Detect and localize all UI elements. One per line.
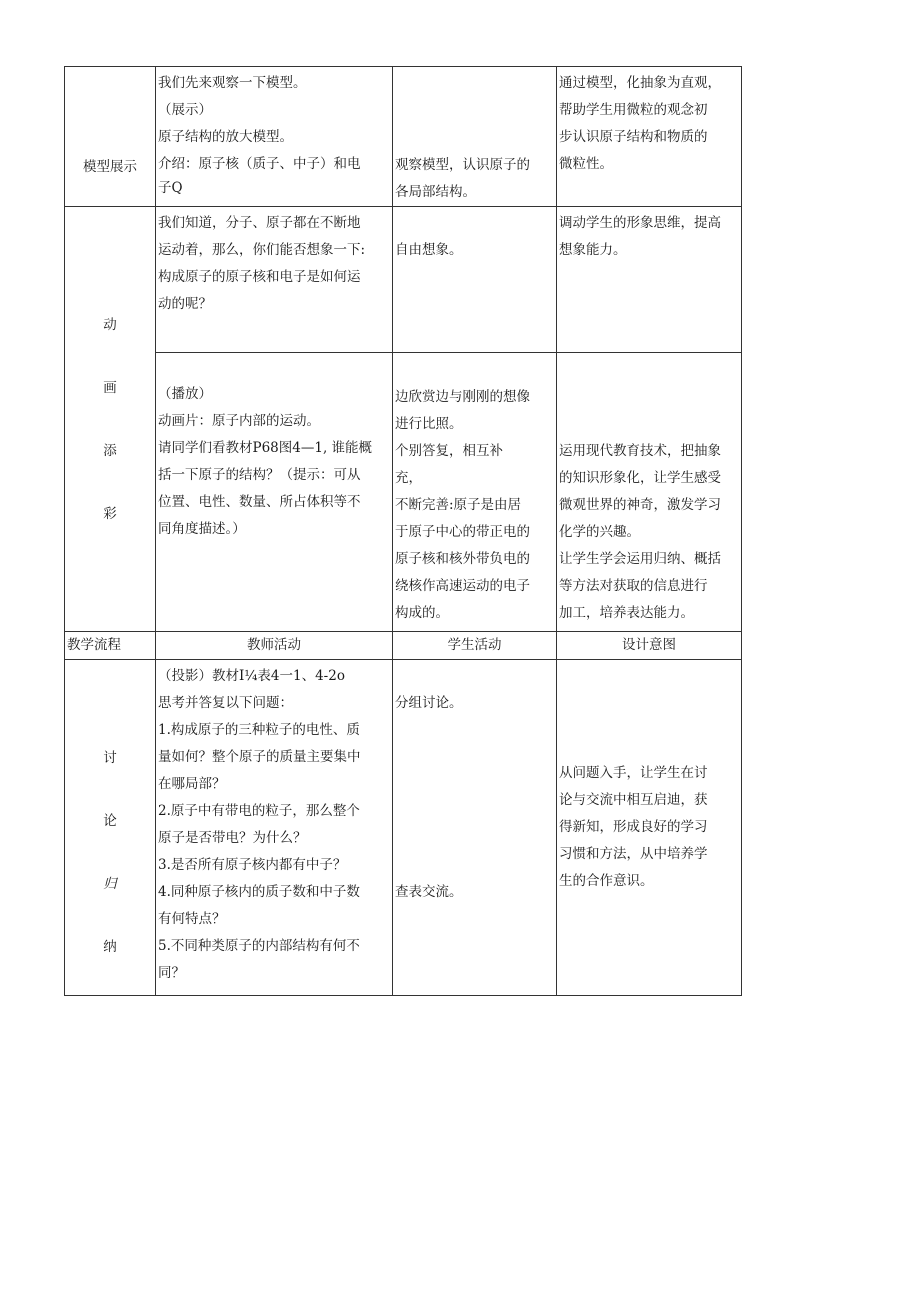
design-intent-cell [557,353,742,632]
header-design-intent: 设计意图 [557,632,742,660]
text-line: 习惯和方法，从中培养学 [559,846,708,862]
text-line: 同？ [158,965,185,981]
text-line: （播放） [158,386,212,402]
text-line: 括一下原子的结构？（提示：可从 [158,467,361,483]
text-line: （投影）教材I¼表4一1、4-2o [158,668,345,684]
stage-discussion [65,660,156,996]
design-intent-cell [557,660,742,996]
text-line: 4.同种原子核内的质子数和中子数 [158,884,360,900]
teacher-activity-cell [156,660,393,996]
teacher-activity-cell [156,353,393,632]
text-line: 原子核和核外带负电的 [395,551,530,567]
text-line: 得新知，形成良好的学习 [559,819,708,835]
text-line: 帮助学生用微粒的观念初 [559,102,708,118]
text-line: 自由想象。 [395,242,463,258]
text-line: 不断完善:原子是由居 [395,497,522,513]
teacher-activity-cell [156,67,393,207]
text-line: 充， [395,470,422,486]
text-line: 动画片：原子内部的运动。 [158,413,320,429]
stage-char: 彩 [103,505,117,522]
row-animation-play [65,353,742,632]
text-line: 观察模型，认识原子的 [395,157,530,173]
teacher-activity-cell [156,207,393,353]
row-model-display [65,67,742,207]
text-line: 于原子中心的带正电的 [395,524,530,540]
text-line: 通过模型，化抽象为直观， [559,75,721,91]
text-line: 5.不同种类原子的内部结构有何不 [158,938,360,954]
stage-model-display [65,67,156,207]
text-line: 位置、电性、数量、所占体积等不 [158,494,361,510]
text-line: 同角度描述。） [158,521,246,537]
text-line: 构成原子的原子核和电子是如何运 [158,269,361,285]
row-discussion [65,660,742,996]
header-teaching-flow: 教学流程 [65,632,156,660]
text-line: 介绍：原子核（质子、中子）和电 [158,156,361,172]
row-animation-imagine [65,207,742,353]
text-line: 3.是否所有原子核内都有中子？ [158,857,347,873]
text-line: 查表交流。 [395,884,463,900]
text-line: 有何特点？ [158,911,226,927]
text-line: 量如何？整个原子的质量主要集中 [158,749,361,765]
student-activity-cell [393,353,557,632]
text-line: 动的呢？ [158,296,212,312]
text-line: 等方法对获取的信息进行 [559,578,708,594]
stage-label: 模型展示 [83,159,137,175]
text-line: 步认识原子结构和物质的 [559,129,708,145]
text-line: 我们先来观察一下模型。 [158,75,307,91]
text-line: 微观世界的神奇，激发学习 [559,497,721,513]
text-line: 加工，培养表达能力。 [559,605,694,621]
text-line: 论与交流中相互启迪，获 [559,792,708,808]
text-line: 分组讨论。 [395,695,463,711]
text-line: 原子结构的放大模型。 [158,129,293,145]
text-line: 想象能力。 [559,242,627,258]
text-line: 运用现代教育技术，把抽象 [559,443,721,459]
header-student-activity: 学生活动 [393,632,557,660]
text-line: （展示） [158,102,212,118]
text-line: 进行比照。 [395,416,463,432]
text-line: 化学的兴趣。 [559,524,640,540]
header-teacher-activity: 教师活动 [156,632,393,660]
stage-char: 归 [103,876,117,892]
stage-char: 论 [103,813,117,829]
text-line: 绕核作高速运动的电子 [395,578,530,594]
student-activity-cell [393,660,557,996]
lesson-plan-table [64,66,742,996]
text-line: 请同学们看教材P68图4—1, 谁能概 [158,440,373,456]
text-line: 原子是否带电？为什么？ [158,830,307,846]
text-line: 1.构成原子的三种粒子的电性、质 [158,722,360,738]
table-header-row [65,632,742,660]
text-line: 的知识形象化，让学生感受 [559,470,721,486]
stage-char: 添 [103,442,117,459]
text-line: 子Q [158,180,183,196]
text-line: 边欣赏边与刚刚的想像 [395,389,530,405]
stage-animation [65,207,156,632]
text-line: 微粒性。 [559,156,613,172]
stage-char: 讨 [103,750,117,766]
text-line: 让学生学会运用归纳、概括 [559,551,721,567]
student-activity-cell [393,207,557,353]
text-line: 在哪局部？ [158,776,226,792]
stage-char: 动 [103,316,117,333]
text-line: 生的合作意识。 [559,873,654,889]
text-line: 从问题入手，让学生在讨 [559,765,708,781]
text-line: 调动学生的形象思维，提高 [559,215,721,231]
text-line: 各局部结构。 [395,184,476,200]
student-activity-cell [393,67,557,207]
text-line: 构成的。 [395,605,449,621]
design-intent-cell [557,67,742,207]
stage-char: 画 [103,379,117,396]
text-line: 我们知道，分子、原子都在不断地 [158,215,361,231]
text-line: 2.原子中有带电的粒子，那么整个 [158,803,360,819]
text-line: 个别答复，相互补 [395,443,503,459]
text-line: 思考并答复以下问题： [158,695,293,711]
design-intent-cell [557,207,742,353]
text-line: 运动着，那么，你们能否想象一下: [158,242,366,258]
stage-char: 纳 [103,939,117,955]
